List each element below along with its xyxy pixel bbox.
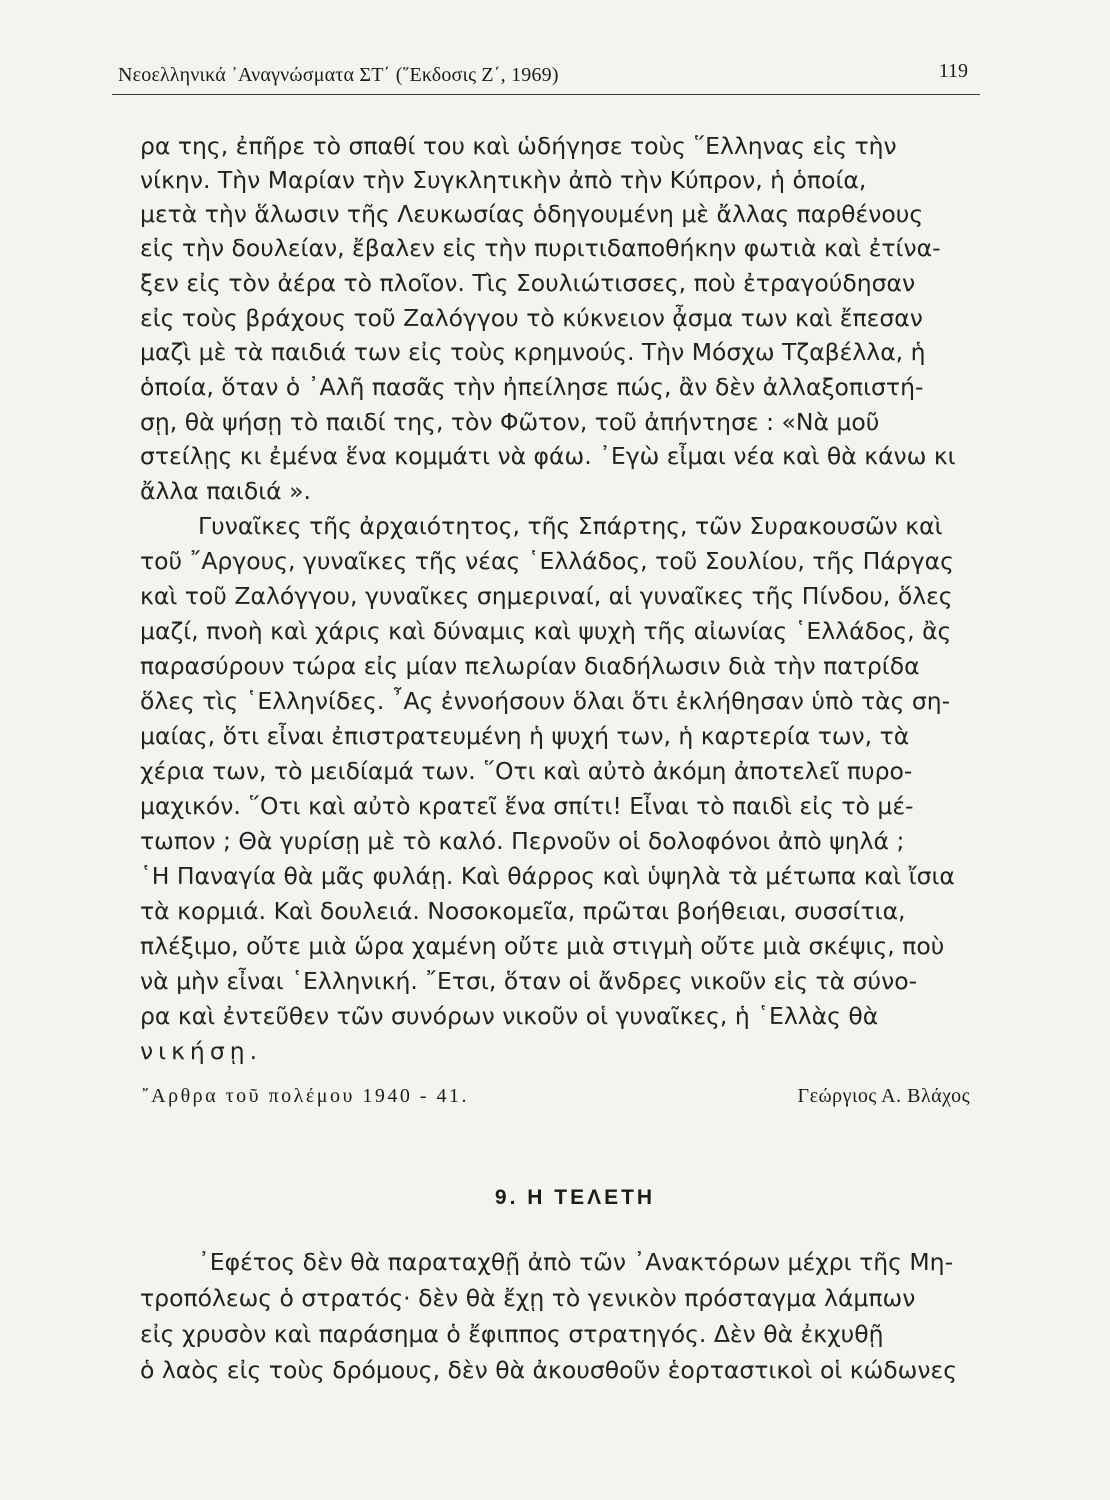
- text-line: μαζὶ μὲ τὰ παιδιά των εἰς τοὺς κρημνούς. Τὴν Μόσχω Τζαβέλλα, ἡ: [140, 338, 926, 366]
- book-title: Νεοελληνικά ᾿Αναγνώσματα ΣΤ΄ (῞Εκδοσις Ζ΄, 1969): [118, 64, 559, 86]
- text-line: τωπον ; Θὰ γυρίσῃ μὲ τὸ καλό. Περνοῦν οἱ δολοφόνοι ἀπὸ ψηλά ;: [140, 827, 905, 855]
- text-line: νικήσῃ.: [140, 1037, 263, 1065]
- page-number: 119: [938, 60, 968, 82]
- text-line: ὅλες τὶς ῾Ελληνίδες. ῏Ας ἐννοήσουν ὅλαι ὅτι ἐκλήθησαν ὑπὸ τὰς ση-: [140, 687, 951, 715]
- text-line: καὶ τοῦ Ζαλόγγου, γυναῖκες σημεριναί, αἱ γυναῖκες τῆς Πίνδου, ὅλες: [140, 582, 953, 610]
- text-line: ᾿Εφέτος δὲν θὰ παραταχθῇ ἀπὸ τῶν ᾿Ανακτόρων μέχρι τῆς Μη-: [198, 1248, 954, 1276]
- text-line: νὰ μὴν εἶναι ῾Ελληνική. ῎Ετσι, ὅταν οἱ ἄνδρες νικοῦν εἰς τὰ σύνο-: [140, 967, 918, 995]
- running-header: [112, 58, 980, 95]
- text-line: εἰς τὴν δουλείαν, ἔβαλεν εἰς τὴν πυριτιδαποθήκην φωτιὰ καὶ ἐτίνα-: [140, 234, 941, 262]
- text-line: πλέξιμο, οὔτε μιὰ ὥρα χαμένη οὔτε μιὰ στιγμὴ οὔτε μιὰ σκέψις, ποὺ: [140, 932, 945, 960]
- text-line: χέρια των, τὸ μειδίαμά των. ῞Οτι καὶ αὐτὸ ἀκόμη ἀποτελεῖ πυρο-: [140, 757, 913, 785]
- text-line: μετὰ τὴν ἅλωσιν τῆς Λευκωσίας ὁδηγουμένη μὲ ἄλλας παρθένους: [140, 200, 924, 228]
- text-line: ρα της, ἐπῆρε τὸ σπαθί του καὶ ὡδήγησε τοὺς ῞Ελληνας εἰς τὴν: [140, 132, 897, 160]
- citation-author: Γεώργιος Α. Βλάχος: [797, 1085, 970, 1107]
- text-line: σῃ, θὰ ψήσῃ τὸ παιδί της, τὸν Φῶτον, τοῦ ἀπήντησε : «Νὰ μοῦ: [140, 408, 880, 436]
- text-line: ρα καὶ ἐντεῦθεν τῶν συνόρων νικοῦν οἱ γυναῖκες, ἡ ῾Ελλὰς θὰ: [140, 1002, 879, 1030]
- text-line: νίκην. Τὴν Μαρίαν τὴν Συγκλητικὴν ἀπὸ τὴν Κύπρον, ἡ ὁποία,: [140, 166, 867, 194]
- text-line: παρασύρουν τώρα εἰς μίαν πελωρίαν διαδήλωσιν διὰ τὴν πατρίδα: [140, 652, 920, 680]
- text-line: τροπόλεως ὁ στρατός· δὲν θὰ ἔχῃ τὸ γενικὸν πρόσταγμα λάμπων: [140, 1284, 916, 1312]
- text-line: μαζί, πνοὴ καὶ χάρις καὶ δύναμις καὶ ψυχὴ τῆς αἰωνίας ῾Ελλάδος, ἂς: [140, 617, 952, 645]
- text-line: ὁ λαὸς εἰς τοὺς δρόμους, δὲν θὰ ἀκουσθοῦν ἑορταστικοὶ οἱ κώδωνες: [140, 1356, 957, 1384]
- citation-source: ῎Αρθρα τοῦ πολέμου 1940 - 41.: [142, 1085, 470, 1107]
- text-line: μαχικόν. ῞Οτι καὶ αὐτὸ κρατεῖ ἕνα σπίτι! Εἶναι τὸ παιδὶ εἰς τὸ μέ-: [140, 792, 914, 820]
- text-line: τὰ κορμιά. Καὶ δουλειά. Νοσοκομεῖα, πρῶται βοήθειαι, συσσίτια,: [140, 897, 906, 925]
- text-line: ῾Η Παναγία θὰ μᾶς φυλάῃ. Καὶ θάρρος καὶ ὑψηλὰ τὰ μέτωπα καὶ ἴσια: [140, 862, 955, 890]
- text-line: στείλῃς κι ἐμένα ἕνα κομμάτι νὰ φάω. ᾿Εγὼ εἶμαι νέα καὶ θὰ κάνω κι: [140, 442, 956, 470]
- section-heading: 9. Η ΤΕΛΕΤΗ: [494, 1186, 656, 1209]
- text-line: Γυναῖκες τῆς ἀρχαιότητος, τῆς Σπάρτης, τῶν Συρακουσῶν καὶ: [198, 512, 943, 540]
- text-line: ξεν εἰς τὸν ἀέρα τὸ πλοῖον. Τὶς Σουλιώτισσες, ποὺ ἐτραγούδησαν: [140, 269, 916, 297]
- text-line: ὁποία, ὅταν ὁ ᾿Αλῆ πασᾶς τὴν ἠπείλησε πώς, ἂν δὲν ἀλλαξοπιστή-: [140, 373, 924, 401]
- citation: [142, 1085, 982, 1115]
- text-line: εἰς τοὺς βράχους τοῦ Ζαλόγγου τὸ κύκνειον ᾆσμα των καὶ ἔπεσαν: [140, 304, 923, 332]
- text-line: εἰς χρυσὸν καὶ παράσημα ὁ ἔφιππος στρατηγός. Δὲν θὰ ἐκχυθῇ: [140, 1320, 884, 1348]
- text-line: τοῦ ῎Αργους, γυναῖκες τῆς νέας ῾Ελλάδος, τοῦ Σουλίου, τῆς Πάργας: [140, 547, 954, 575]
- text-line: μαίας, ὅτι εἶναι ἐπιστρατευμένη ἡ ψυχή των, ἡ καρτερία των, τὰ: [140, 722, 910, 750]
- text-line: ἄλλα παιδιά ».: [140, 477, 311, 505]
